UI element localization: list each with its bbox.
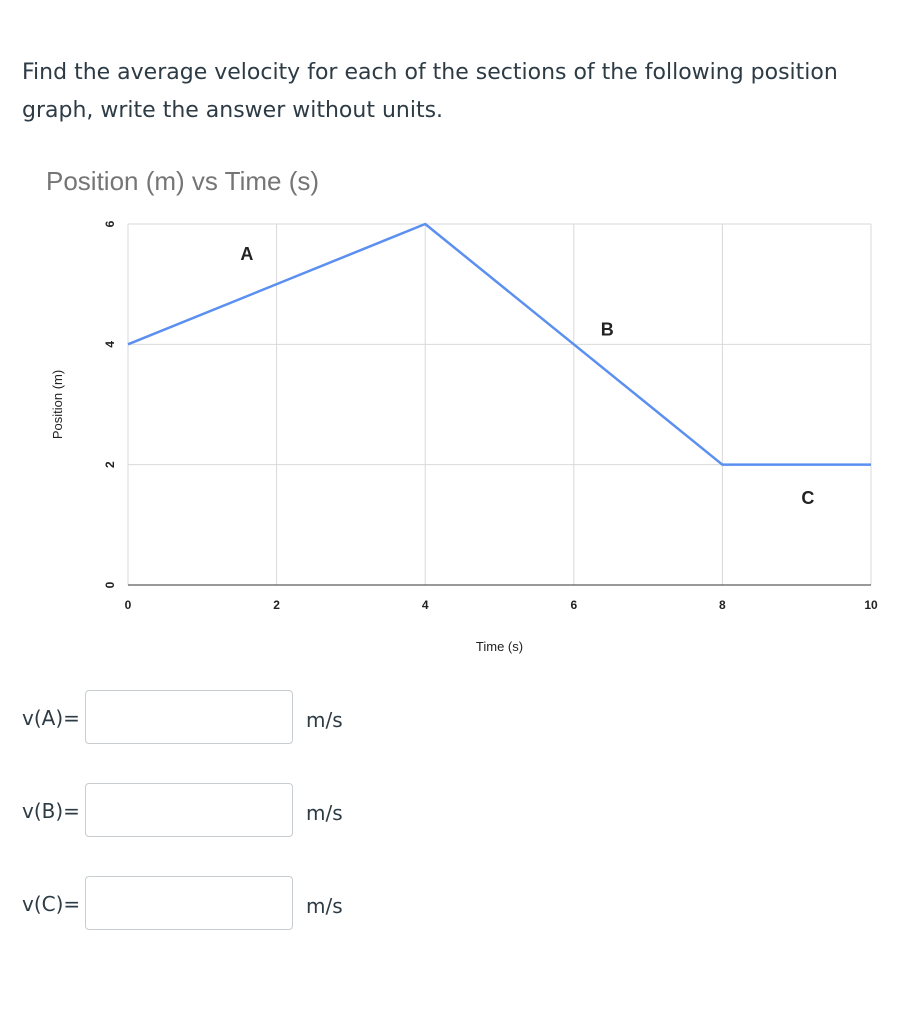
y-tick-label: 0 [103, 581, 117, 589]
x-tick-label: 4 [421, 598, 429, 612]
section-label-b: B [600, 319, 614, 340]
answer-row-c [22, 876, 422, 932]
y-tick-label: 6 [103, 220, 117, 228]
answer-unit-c: m/s [306, 894, 343, 918]
answer-label-a: v(A)= [22, 706, 80, 730]
x-tick-label: 0 [124, 598, 132, 612]
y-tick-label: 2 [103, 461, 117, 469]
answer-label-c: v(C)= [22, 892, 81, 916]
answer-unit-a: m/s [306, 708, 343, 732]
y-tick-label: 4 [103, 340, 117, 348]
x-tick-label: 8 [719, 598, 726, 612]
velocity-a-input[interactable] [85, 690, 293, 744]
x-tick-label: 10 [864, 598, 878, 612]
velocity-b-input[interactable] [85, 783, 293, 837]
section-label-a: A [240, 244, 254, 265]
question-text: Find the average velocity for each of the sections of the following position graph, write the answer without units. [22, 60, 838, 123]
velocity-c-input[interactable] [85, 876, 293, 930]
answer-row-a [22, 690, 422, 746]
answer-unit-b: m/s [306, 801, 343, 825]
answer-row-b [22, 783, 422, 839]
answer-label-b: v(B)= [22, 799, 80, 823]
x-tick-label: 6 [570, 598, 578, 612]
chart-title: Position (m) vs Time (s) [46, 166, 320, 196]
x-axis-title: Time (s) [475, 639, 524, 654]
x-tick-label: 2 [273, 598, 280, 612]
section-label-c: C [801, 487, 815, 508]
y-axis-title: Position (m) [50, 369, 65, 440]
